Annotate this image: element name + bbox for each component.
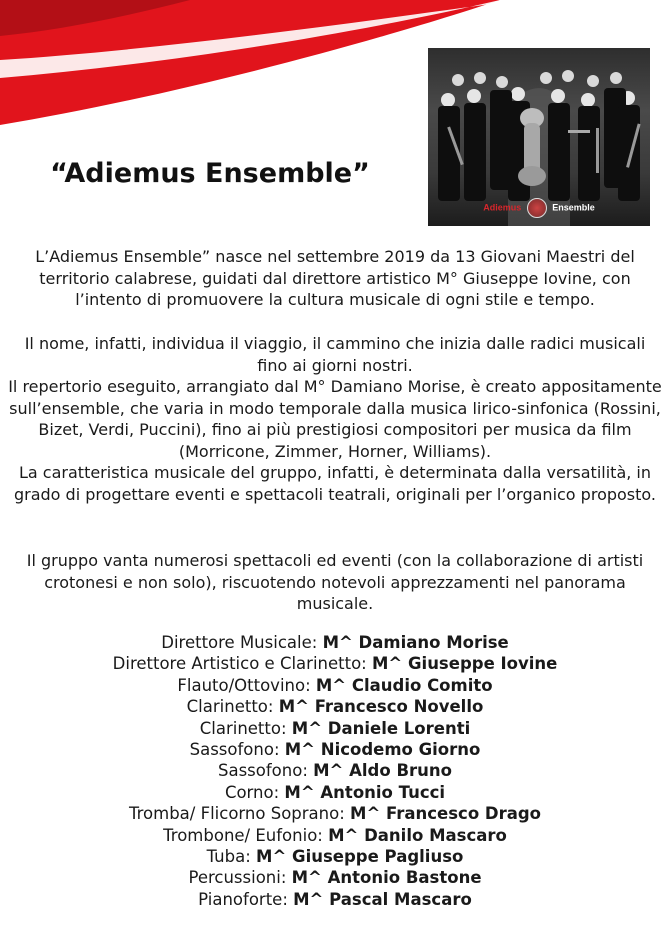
photo-logo-caption bbox=[428, 198, 650, 218]
member-row bbox=[0, 696, 670, 717]
member-role: Percussioni: bbox=[188, 868, 287, 888]
member-role: Clarinetto: bbox=[199, 718, 287, 738]
member-row bbox=[0, 718, 670, 739]
member-name: M^ Antonio Bastone bbox=[291, 868, 482, 888]
member-role: Sassofono: bbox=[218, 761, 308, 781]
member-name: M^ Francesco Novello bbox=[278, 697, 484, 717]
photo-caption-left: Adiemus bbox=[483, 202, 522, 213]
member-role: Sassofono: bbox=[189, 740, 280, 760]
member-role: Clarinetto: bbox=[186, 697, 274, 717]
ensemble-photo bbox=[428, 48, 650, 226]
member-row bbox=[0, 739, 670, 760]
member-name: M^ Damiano Morise bbox=[322, 633, 509, 652]
member-row bbox=[0, 675, 670, 696]
ensemble-members-list bbox=[0, 632, 670, 910]
member-row bbox=[0, 846, 670, 867]
member-name: M^ Antonio Tucci bbox=[284, 782, 446, 802]
member-role: Trombone/ Eufonio: bbox=[163, 825, 323, 845]
member-role: Tuba: bbox=[206, 847, 251, 867]
member-role: Flauto/Ottovino: bbox=[177, 675, 311, 695]
member-row bbox=[0, 760, 670, 781]
member-row bbox=[0, 889, 670, 910]
description-paragraph: Il nome, infatti, individua il viaggio, il cammino che inizia dalle radici musicali fino ai giorni nostri. Il repertorio eseguito, arrangiato dal M° Damiano Morise, è creato appositamente sull’ensemble, che varia in modo temporale dalla musica lirico-sinfonica (Rossini, Bizet, Verdi, Puccini), fino ai più prestigiosi compositori per musica da film (Morricone, Zimmer, Horner, Williams). La caratteristica musicale del gruppo, infatti, è determinata dalla versatilità, in grado di progettare eventi e spettacoli teatrali, originali per l’organico proposto. bbox=[8, 334, 662, 504]
member-name: M^ Daniele Lorenti bbox=[291, 718, 471, 738]
achievements-paragraph: Il gruppo vanta numerosi spettacoli ed eventi (con la collaborazione di artisti crotonesi e non solo), riscuotendo notevoli apprezzamenti nel panorama musicale. bbox=[26, 551, 644, 613]
intro-paragraph: L’Adiemus Ensemble” nasce nel settembre 2019 da 13 Giovani Maestri del territorio calabrese, guidati dal direttore artistico M° Giuseppe Iovine, con l’intento di promuovere la cultura musicale di ogni stile e tempo. bbox=[35, 247, 635, 309]
member-row bbox=[0, 803, 670, 824]
member-role: Corno: bbox=[224, 782, 280, 802]
page-title: “Adiemus Ensemble” bbox=[50, 158, 370, 189]
member-row bbox=[0, 653, 670, 674]
member-name: M^ Pascal Mascaro bbox=[293, 889, 472, 909]
ensemble-logo-icon bbox=[527, 198, 547, 218]
member-name: M^ Danilo Mascaro bbox=[328, 825, 507, 845]
member-name: M^ Aldo Bruno bbox=[313, 761, 452, 781]
member-role: Pianoforte: bbox=[198, 889, 288, 909]
member-role: Direttore Artistico e Clarinetto: bbox=[112, 654, 367, 674]
member-role: Tromba/ Flicorno Soprano: bbox=[128, 804, 345, 824]
member-row bbox=[0, 825, 670, 846]
member-name: M^ Francesco Drago bbox=[350, 804, 542, 824]
member-role: Direttore Musicale: bbox=[161, 633, 318, 652]
member-name: M^ Giuseppe Iovine bbox=[372, 654, 558, 674]
member-row bbox=[0, 782, 670, 803]
member-row bbox=[0, 632, 670, 653]
member-name: M^ Giuseppe Pagliuso bbox=[256, 847, 464, 867]
photo-caption-right: Ensemble bbox=[552, 202, 595, 213]
member-name: M^ Nicodemo Giorno bbox=[284, 740, 481, 760]
member-row bbox=[0, 867, 670, 888]
member-name: M^ Claudio Comito bbox=[315, 675, 493, 695]
